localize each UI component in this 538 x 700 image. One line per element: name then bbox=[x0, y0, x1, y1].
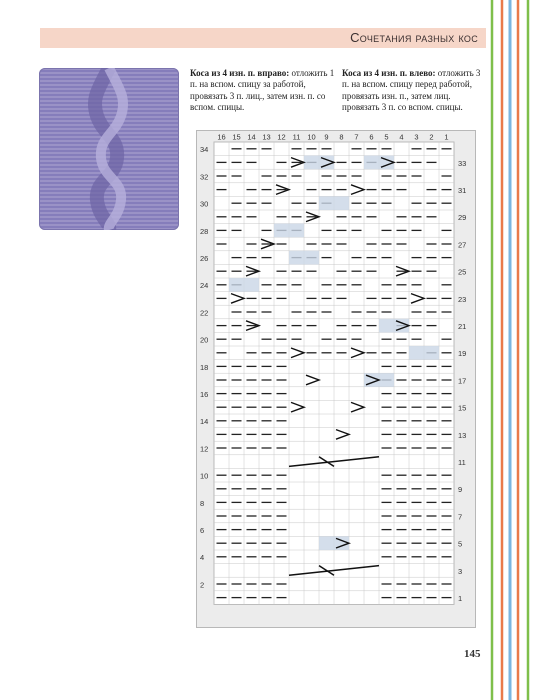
row-label-left: 10 bbox=[200, 471, 209, 481]
row-label-left: 22 bbox=[200, 308, 209, 318]
row-label-left: 18 bbox=[200, 362, 209, 372]
row-label-right: 17 bbox=[458, 376, 467, 386]
column-label: 7 bbox=[354, 132, 359, 142]
row-label-left: 2 bbox=[200, 580, 205, 590]
row-label-left: 34 bbox=[200, 145, 209, 155]
row-label-left: 20 bbox=[200, 335, 209, 345]
column-label: 4 bbox=[399, 132, 404, 142]
description-right-title: Коса из 4 изн. п. влево: bbox=[342, 68, 436, 78]
cable-shaded-cell bbox=[289, 251, 319, 265]
cable-shaded-cell bbox=[379, 319, 409, 333]
decorative-stripes bbox=[488, 0, 538, 700]
cable-shaded-cell bbox=[304, 156, 334, 170]
row-label-right: 33 bbox=[458, 158, 467, 168]
row-label-left: 32 bbox=[200, 172, 209, 182]
cable-shaded-cell bbox=[364, 156, 394, 170]
row-label-left: 12 bbox=[200, 444, 209, 454]
column-label: 14 bbox=[247, 132, 256, 142]
cable-shaded-cell bbox=[319, 196, 349, 210]
cable-shaded-cell bbox=[319, 536, 349, 550]
row-label-right: 27 bbox=[458, 240, 467, 250]
row-label-right: 3 bbox=[458, 566, 463, 576]
row-label-left: 4 bbox=[200, 553, 205, 563]
column-label: 3 bbox=[414, 132, 419, 142]
description-left-title: Коса из 4 изн. п. вправо: bbox=[190, 68, 290, 78]
row-label-right: 7 bbox=[458, 512, 463, 522]
cable-illustration bbox=[39, 68, 179, 230]
row-label-right: 19 bbox=[458, 349, 467, 359]
column-label: 8 bbox=[339, 132, 344, 142]
row-label-left: 26 bbox=[200, 254, 209, 263]
row-label-right: 23 bbox=[458, 294, 467, 304]
row-label-right: 13 bbox=[458, 430, 467, 440]
row-label-right: 5 bbox=[458, 539, 463, 549]
row-label-right: 9 bbox=[458, 485, 463, 495]
row-label-left: 28 bbox=[200, 226, 209, 236]
cable-shaded-cell bbox=[409, 346, 439, 360]
knitting-chart bbox=[196, 130, 476, 628]
column-label: 11 bbox=[292, 132, 301, 142]
column-label: 1 bbox=[444, 132, 449, 142]
row-label-right: 15 bbox=[458, 403, 467, 413]
header-band bbox=[40, 28, 486, 48]
description-right-body: отложить 3 п. на вспом. спицу перед работой, провязать изн. п., затем лиц. провязать 3 п. со вспом. спицы. bbox=[342, 68, 481, 113]
row-label-right: 11 bbox=[458, 458, 466, 467]
row-label-right: 21 bbox=[458, 322, 467, 331]
column-label: 9 bbox=[324, 132, 329, 142]
row-label-right: 1 bbox=[458, 594, 463, 603]
row-label-left: 8 bbox=[200, 498, 205, 508]
row-label-right: 31 bbox=[458, 186, 467, 195]
description-left-body: отложить 1 п. на вспом. спицу за работой, провязать 3 п. лиц., затем изн. п. со вспом. спицы. bbox=[190, 68, 335, 113]
cable-swatch-photo bbox=[39, 68, 179, 230]
page-number: 145 bbox=[464, 648, 481, 660]
row-label-right: 29 bbox=[458, 213, 467, 223]
row-label-left: 24 bbox=[200, 281, 209, 291]
row-label-left: 16 bbox=[200, 390, 209, 399]
column-label: 2 bbox=[429, 132, 434, 142]
row-label-left: 30 bbox=[200, 199, 209, 209]
column-label: 5 bbox=[384, 132, 389, 142]
column-label: 10 bbox=[307, 132, 316, 142]
cable-shaded-cell bbox=[229, 278, 259, 292]
column-label: 16 bbox=[217, 132, 226, 142]
column-label: 15 bbox=[232, 132, 241, 142]
row-label-left: 14 bbox=[200, 417, 209, 427]
cable-shaded-cell bbox=[274, 224, 304, 238]
description-right bbox=[342, 68, 488, 114]
description-left bbox=[190, 68, 336, 114]
column-label: 12 bbox=[277, 132, 286, 142]
header-title: Сочетания разных кос bbox=[350, 30, 478, 45]
row-label-left: 6 bbox=[200, 526, 205, 535]
column-label: 13 bbox=[262, 132, 271, 142]
row-label-right: 25 bbox=[458, 267, 467, 277]
column-label: 6 bbox=[369, 132, 374, 142]
